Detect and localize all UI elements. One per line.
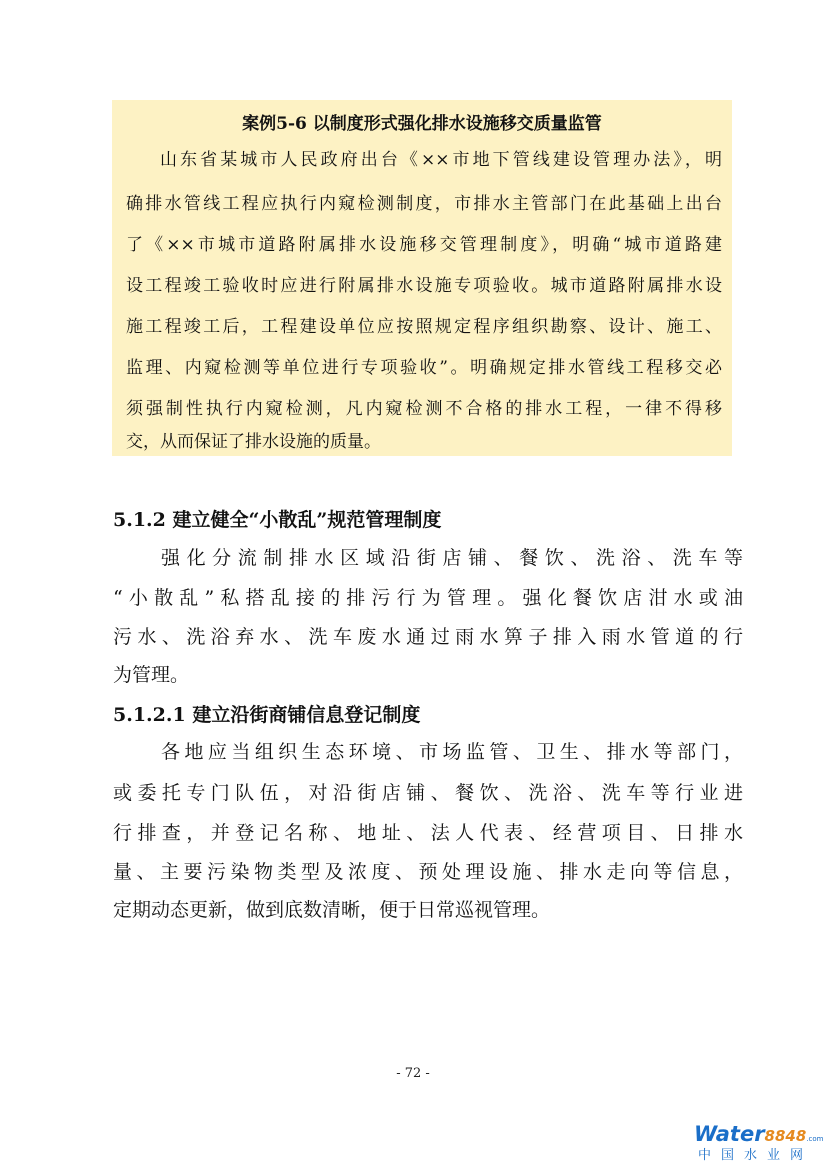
logo-subtitle: 中国水业网 [698,1148,814,1163]
paragraph-line: 强化分流制排水区域沿街店铺、餐饮、洗浴、洗车等 [161,547,743,569]
water8848-logo [694,1122,822,1166]
case-line: 设工程竣工验收时应进行附属排水设施专项验收。城市道路附属排水设 [126,276,722,296]
case-study-box [112,100,732,456]
page-number: - 72 - [396,1066,430,1081]
paragraph-line: 污水、洗浴弃水、洗车废水通过雨水箅子排入雨水管道的行 [113,626,743,648]
case-line: 监理、内窥检测等单位进行专项验收”。明确规定排水管线工程移交必 [126,358,722,378]
case-line: 确排水管线工程应执行内窥检测制度，市排水主管部门在此基础上出台 [126,194,722,214]
paragraph-line: 定期动态更新，做到底数清晰，便于日常巡视管理。 [113,899,551,921]
paragraph-line: “小散乱”私搭乱接的排污行为管理。强化餐饮店泔水或油 [113,587,743,609]
case-line: 了《××市城市道路附属排水设施移交管理制度》，明确“城市道路建 [126,235,722,255]
subsection-heading: 5.1.2.1 建立沿街商铺信息登记制度 [113,704,421,726]
paragraph-line: 量、主要污染物类型及浓度、预处理设施、排水走向等信息， [113,861,743,883]
logo-word: Water [694,1122,765,1146]
case-line: 交，从而保证了排水设施的质量。 [126,432,381,452]
case-line: 山东省某城市人民政府出台《××市地下管线建设管理办法》，明 [160,150,722,170]
logo-number: 8848 [764,1127,807,1145]
case-title: 案例5-6 以制度形式强化排水设施移交质量监管 [242,114,602,134]
case-line: 须强制性执行内窥检测，凡内窥检测不合格的排水工程，一律不得移 [126,399,722,419]
paragraph-line: 为管理。 [113,664,190,686]
paragraph-line: 行排查，并登记名称、地址、法人代表、经营项目、日排水 [113,822,743,844]
logo-domain: .com [806,1135,824,1143]
logo-wordmark [694,1122,823,1151]
section-heading: 5.1.2 建立健全“小散乱”规范管理制度 [113,509,442,531]
paragraph-line: 或委托专门队伍，对沿街店铺、餐饮、洗浴、洗车等行业进 [113,782,743,804]
paragraph-line: 各地应当组织生态环境、市场监管、卫生、排水等部门， [161,741,743,763]
case-line: 施工程竣工后，工程建设单位应按照规定程序组织勘察、设计、施工、 [126,317,722,337]
